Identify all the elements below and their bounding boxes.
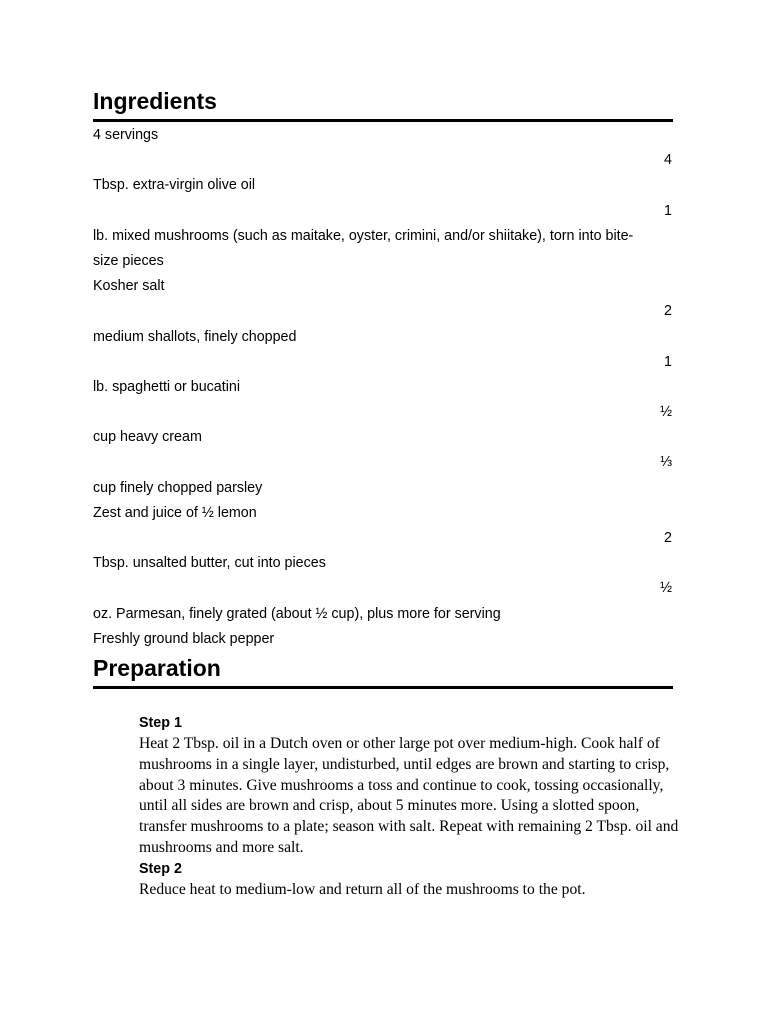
step-text: Reduce heat to medium-low and return all of the mushrooms to the pot. (139, 880, 586, 898)
ingredient-item (93, 627, 673, 652)
preparation-rule (93, 686, 673, 689)
ingredient-quantity: 1 (664, 353, 672, 370)
ingredient-quantity: ½ (660, 580, 672, 597)
ingredient-text: Zest and juice of ½ lemon (93, 504, 257, 521)
ingredient-text: medium shallots, finely chopped (93, 328, 297, 345)
ingredient-text: Freshly ground black pepper (93, 630, 275, 647)
step-text: Heat 2 Tbsp. oil in a Dutch oven or other large pot over medium-high. Cook half of mushrooms in a single layer, undisturbed, until edges are brown and starting to crisp, about 3 minutes. Give mushrooms a toss and continue to cook, tossing occasionally, until all sides are brown and crisp, about 5 minutes more. Using a slotted spoon, transfer mushrooms to a plate; season with salt. Repeat with remaining 2 Tbsp. oil and mushrooms and more salt. (139, 734, 679, 856)
ingredient-quantity: 1 (664, 202, 672, 219)
ingredients-heading: Ingredients (93, 88, 217, 114)
ingredients-list (93, 123, 673, 652)
ingredient-text: cup finely chopped parsley (93, 479, 263, 496)
ingredient-item (93, 199, 673, 275)
ingredient-text: lb. spaghetti or bucatini (93, 378, 241, 395)
step (139, 859, 679, 901)
ingredient-item (93, 450, 673, 500)
ingredient-item (93, 576, 673, 626)
ingredient-text: Kosher salt (93, 278, 165, 295)
ingredient-text: Tbsp. extra-virgin olive oil (93, 177, 256, 194)
ingredient-item (93, 350, 673, 400)
ingredient-quantity: ½ (660, 404, 672, 421)
step-label: Step 2 (139, 860, 182, 877)
ingredient-text: lb. mixed mushrooms (such as maitake, oyster, crimini, and/or shiitake), torn into bite-size pieces (93, 227, 634, 269)
ingredient-item (93, 501, 673, 526)
ingredient-item (93, 400, 673, 450)
ingredient-quantity: 2 (664, 303, 672, 320)
ingredients-rule (93, 119, 673, 122)
ingredient-quantity: 4 (664, 152, 672, 169)
ingredient-quantity: ⅓ (660, 454, 672, 471)
ingredient-text: cup heavy cream (93, 429, 202, 446)
servings-text: 4 servings (93, 127, 159, 143)
ingredient-item (93, 299, 673, 349)
ingredient-item (93, 526, 673, 576)
ingredient-text: oz. Parmesan, finely grated (about ½ cup), plus more for serving (93, 605, 501, 622)
recipe-page (93, 85, 679, 901)
ingredient-item (93, 274, 673, 299)
ingredient-text: Tbsp. unsalted butter, cut into pieces (93, 555, 326, 572)
step (139, 713, 679, 859)
preparation-heading: Preparation (93, 654, 221, 681)
preparation-steps (139, 713, 679, 901)
ingredient-quantity: 2 (664, 530, 672, 547)
step-label: Step 1 (139, 714, 182, 731)
ingredient-item (93, 148, 673, 198)
